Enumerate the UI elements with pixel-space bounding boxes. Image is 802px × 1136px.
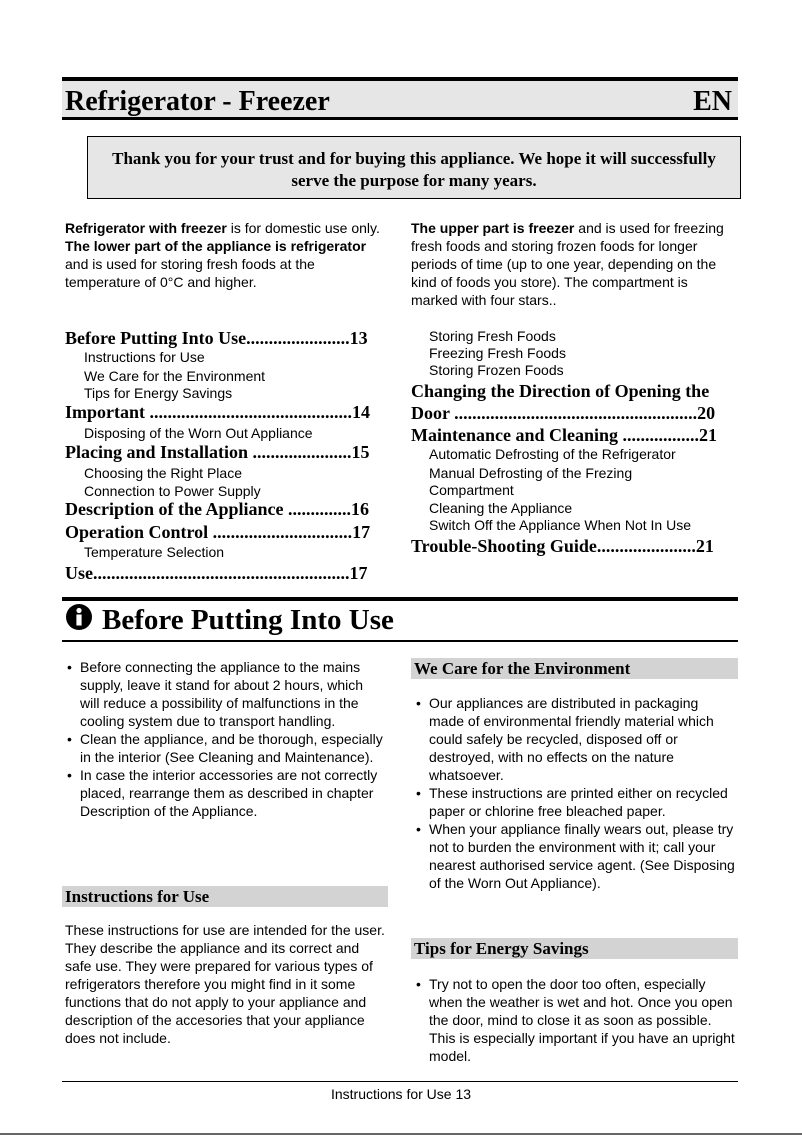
- toc-switch-off[interactable]: Switch Off the Appliance When Not In Use: [429, 517, 691, 533]
- toc-manual-defrost-2[interactable]: Compartment: [429, 482, 514, 498]
- footer-rule: [62, 1081, 738, 1082]
- intro-right: [411, 219, 733, 309]
- section-title: Before Putting Into Use: [102, 604, 394, 636]
- toc-cleaning[interactable]: Cleaning the Appliance: [429, 500, 573, 516]
- intro-right-text: and is used for freezing fresh foods and storing frozen foods for longer periods of time (up to one year, depending on the kind of foods you store). The compartment is marked with four stars..: [411, 220, 724, 308]
- environment-bullet-list: [414, 694, 736, 892]
- toc-temperature[interactable]: Temperature Selection: [84, 544, 225, 560]
- info-icon: [65, 603, 93, 631]
- page-bottom-rule: [0, 1133, 802, 1135]
- toc-before-use[interactable]: Before Putting Into Use.......................13: [65, 328, 368, 348]
- toc-freezing-fresh[interactable]: Freezing Fresh Foods: [429, 345, 566, 361]
- left-bullet-list: [65, 658, 385, 820]
- toc-we-care[interactable]: We Care for the Environment: [84, 368, 266, 384]
- energy-bullet-list: [414, 975, 736, 1065]
- intro-left-bold-2: The lower part of the appliance is refrigerator: [65, 238, 367, 254]
- toc-placing[interactable]: Placing and Installation ......................15: [65, 442, 370, 462]
- intro-left-text-1: is for domestic use only.: [226, 220, 380, 236]
- intro-left: [65, 219, 387, 291]
- section-bottom-rule: [62, 640, 738, 642]
- title-band: [62, 77, 738, 120]
- toc-instructions[interactable]: Instructions for Use: [84, 349, 205, 365]
- toc-storing-fresh[interactable]: Storing Fresh Foods: [429, 328, 556, 344]
- thank-you-text: Thank you for your trust and for buying this appliance. We hope it will successfully serve the purpose for many years.: [112, 149, 716, 190]
- toc-trouble[interactable]: Trouble-Shooting Guide......................21: [411, 536, 714, 556]
- toc-manual-defrost-1[interactable]: Manual Defrosting of the Frezing: [429, 465, 633, 481]
- toc-use[interactable]: Use.........................................................17: [65, 563, 368, 583]
- list-item: • Clean the appliance, and be thorough, especially in the interior (See Cleaning and Maintenance).: [65, 730, 385, 766]
- document-title: Refrigerator - Freezer: [65, 86, 330, 117]
- energy-heading: Tips for Energy Savings: [411, 938, 738, 959]
- language-code: EN: [693, 86, 732, 117]
- toc-maintenance[interactable]: Maintenance and Cleaning .................21: [411, 425, 718, 445]
- list-item: • Before connecting the appliance to the mains supply, leave it stand for about 2 hours, which will reduce a possibility of malfunctions in the cooling system due to transport handling.: [65, 658, 385, 730]
- toc-description[interactable]: Description of the Appliance ..............16: [65, 499, 369, 519]
- intro-left-bold-1: Refrigerator with freezer: [65, 220, 227, 236]
- toc-important[interactable]: Important .............................................14: [65, 402, 370, 422]
- thank-you-box: [87, 136, 741, 199]
- list-item: • Our appliances are distributed in packaging made of environmental friendly material which could safely be recycled, disposed off or destroyed, with no effects on the nature whatsoever.: [414, 694, 736, 784]
- section-top-rule: [62, 597, 738, 601]
- toc-changing-line-2[interactable]: Door ......................................................20: [411, 403, 716, 423]
- environment-heading: We Care for the Environment: [411, 658, 738, 679]
- toc-connection[interactable]: Connection to Power Supply: [84, 483, 261, 499]
- toc-operation[interactable]: Operation Control ...............................17: [65, 522, 371, 542]
- toc-storing-frozen[interactable]: Storing Frozen Foods: [429, 362, 564, 378]
- list-item: • Try not to open the door too often, especially when the weather is wet and hot. Once you open the door, mind to close it as soon as possible. This is especially important if you have an upright model.: [414, 975, 736, 1065]
- page-footer: Instructions for Use 13: [330, 1086, 472, 1102]
- list-item: • These instructions are printed either on recycled paper or chlorine free bleached paper.: [414, 784, 736, 820]
- instructions-text: These instructions for use are intended for the user. They describe the appliance and its correct and safe use. They were prepared for various types of refrigerators therefore you might find in it some functions that do not apply to your appliance and description of the accesories that your appliance does not include.: [65, 922, 385, 1046]
- list-item: • When your appliance finally wears out, please try not to burden the environment with it; call your nearest authorised service agent. (See Disposing of the Worn Out Appliance).: [414, 820, 736, 892]
- toc-auto-defrost[interactable]: Automatic Defrosting of the Refrigerator: [429, 446, 676, 462]
- list-item: • In case the interior accessories are not correctly placed, rearrange them as described in chapter Description of the Appliance.: [65, 766, 385, 820]
- intro-left-text-2: and is used for storing fresh foods at the temperature of 0°C and higher.: [65, 256, 315, 290]
- toc-choosing[interactable]: Choosing the Right Place: [84, 465, 242, 481]
- toc-changing-line-1[interactable]: Changing the Direction of Opening the: [411, 381, 710, 401]
- intro-right-bold: The upper part is freezer: [411, 220, 575, 236]
- toc-tips[interactable]: Tips for Energy Savings: [84, 385, 233, 401]
- instructions-heading: Instructions for Use: [62, 886, 388, 907]
- toc-disposing[interactable]: Disposing of the Worn Out Appliance: [84, 425, 313, 441]
